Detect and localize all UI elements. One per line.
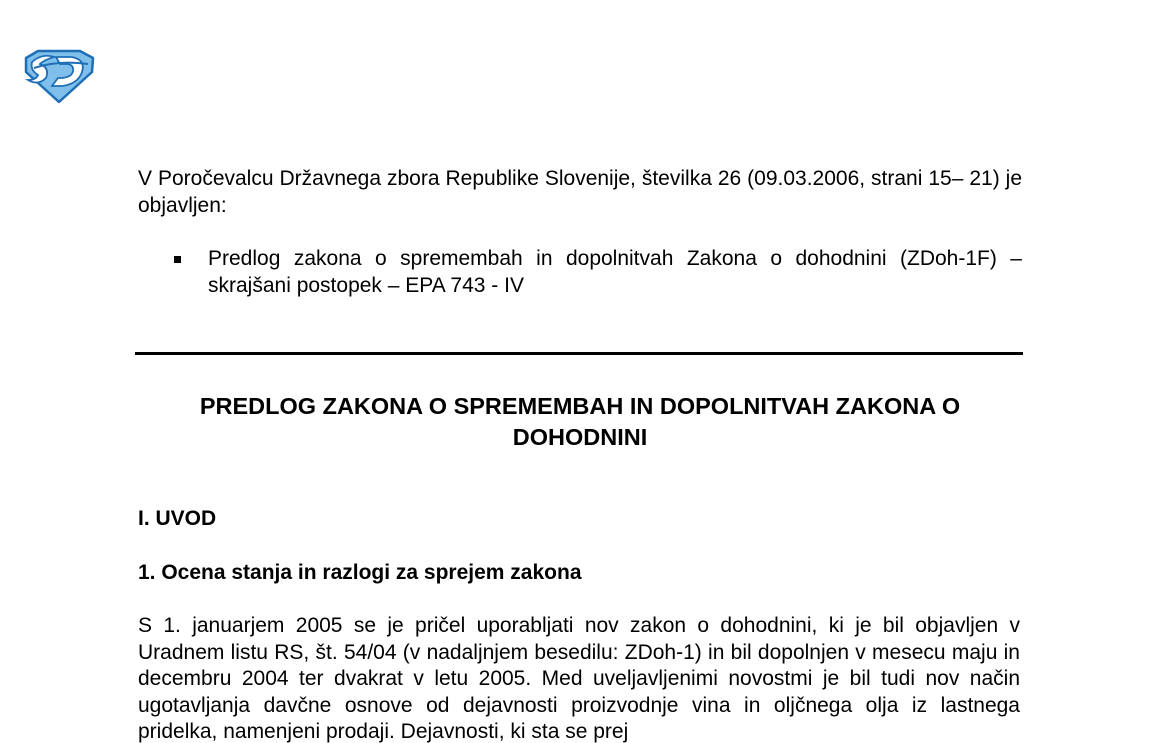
list-item bbox=[172, 245, 1022, 299]
section-heading: I. UVOD bbox=[138, 507, 217, 530]
sd-shield-logo-icon bbox=[22, 48, 96, 104]
horizontal-rule bbox=[135, 352, 1023, 355]
body-paragraph: S 1. januarjem 2005 se je pričel uporabljati nov zakon o dohodnini, ki je bil objavljen v Uradnem listu RS, št. 54/04 (v nadaljnjem besedilu: ZDoh-1) in bil dopolnjen v mesecu maju in decembru 2004 ter dvakrat v letu 2005. Med uveljavljenimi novostmi je bil tudi nov način ugotavljanja davčne osnove od dejavnosti proizvodnje vina in oljčnega olja iz lastnega pridelka, namenjeni prodaji. Dejavnosti, ki sta se prej bbox=[138, 614, 1020, 743]
subsection-heading: 1. Ocena stanja in razlogi za sprejem zakona bbox=[138, 561, 582, 584]
intro-paragraph: V Poročevalcu Državnega zbora Republike Slovenije, številka 26 (09.03.2006, strani 15– 21) je objavljen: bbox=[138, 167, 1022, 217]
document-title: PREDLOG ZAKONA O SPREMEMBAH IN DOPOLNITVAH ZAKONA O DOHODNINI bbox=[199, 393, 961, 450]
list-item-text: Predlog zakona o spremembah in dopolnitvah Zakona o dohodnini (ZDoh-1F) – skrajšani postopek – EPA 743 - IV bbox=[208, 247, 1022, 297]
publication-list bbox=[172, 245, 1022, 299]
square-bullet-icon bbox=[174, 256, 181, 263]
